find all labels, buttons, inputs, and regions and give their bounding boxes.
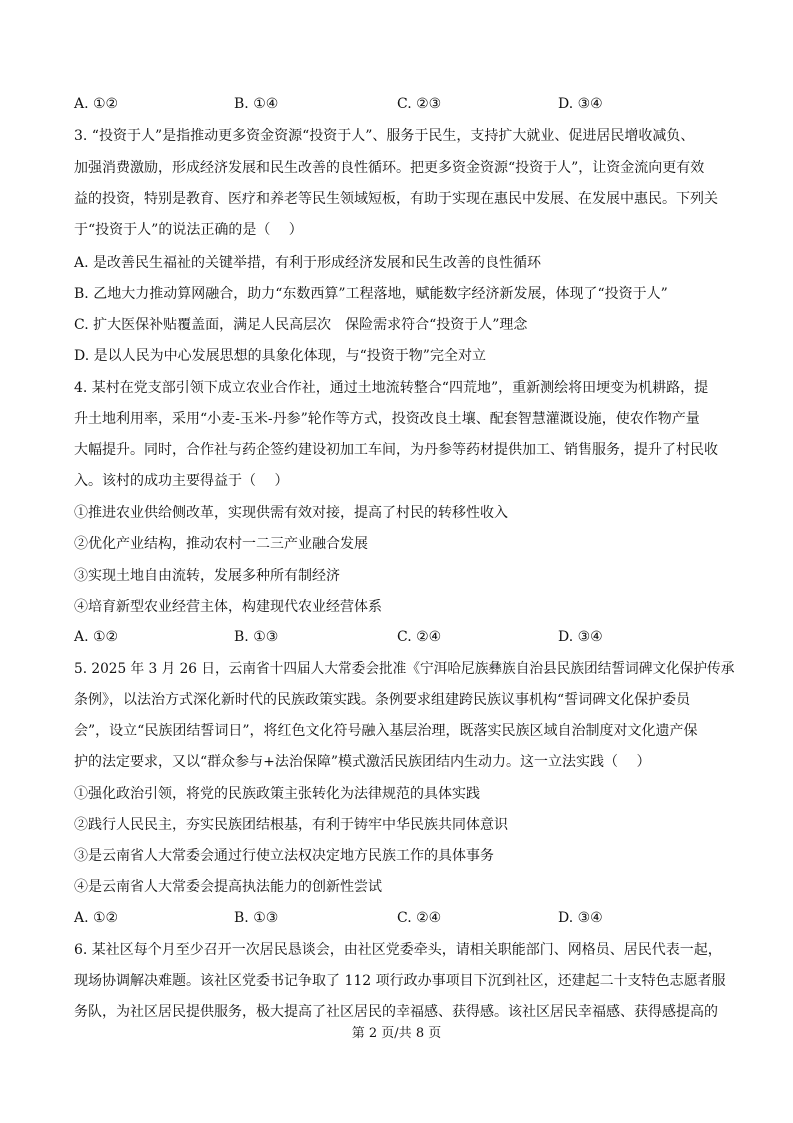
option-c: C. ②③ — [397, 96, 442, 112]
q5-item-3: ③是云南省人大常委会通过行使立法权决定地方民族工作的具体事务 — [74, 848, 494, 864]
q4-options — [74, 627, 734, 647]
q4-stem-line: 4. 某村在党支部引领下成立农业合作社，通过土地流转整合“四荒地”，重新测绘将田埂变为机耕路，提 — [74, 380, 709, 396]
q4-item-3: ③实现土地自由流转，发展多种所有制经济 — [74, 568, 340, 584]
option-b: B. ①④ — [234, 96, 279, 112]
option-c: C. ②④ — [397, 629, 442, 645]
q6-stem-line: 现场协调解决难题。该社区党委书记争取了 112 项行政办事项目下沉到社区，还建起二十支特色志愿者服 — [74, 973, 726, 989]
q5-stem-line: 条例》，以法治方式深化新时代的民族政策实践。条例要求组建跨民族议事机构“誓词碑文化保护委员 — [74, 692, 691, 708]
q3-stem-line: 3. “投资于人”是指推动更多资金资源“投资于人”、服务于民生，支持扩大就业、促进居民增收减负、 — [74, 128, 695, 144]
q3-stem-line: 于“投资于人”的说法正确的是（ ） — [74, 222, 303, 238]
q3-stem-line: 加强消费激励，形成经济发展和民生改善的良性循环。把更多资金资源“投资于人”，让资金流向更有效 — [74, 160, 705, 176]
q5-item-1: ①强化政治引领，将党的民族政策主张转化为法律规范的具体实践 — [74, 786, 480, 802]
q4-stem-line: 升土地利用率，采用“小麦-玉米-丹参”轮作等方式，投资改良土壤、配套智慧灌溉设施，使农作物产量 — [74, 411, 700, 427]
q5-stem-line: 5. 2025 年 3 月 26 日，云南省十四届人大常委会批准《宁洱哈尼族彝族自治县民族团结誓词碑文化保护传承 — [74, 661, 735, 677]
q5-item-4: ④是云南省人大常委会提高执法能力的创新性尝试 — [74, 879, 382, 895]
option-b: B. ①③ — [234, 629, 279, 645]
q4-stem-line: 入。该村的成功主要得益于（ ） — [74, 473, 289, 489]
q5-options — [74, 908, 734, 928]
q3-choice-a: A. 是改善民生福祉的关键举措，有利于形成经济发展和民生改善的良性循环 — [74, 255, 542, 271]
q3-choice-c: C. 扩大医保补贴覆盖面，满足人民高层次 保险需求符合“投资于人”理念 — [74, 317, 528, 333]
option-a: A. ①② — [74, 96, 119, 112]
q5-item-2: ②践行人民民主，夯实民族团结根基，有利于铸牢中华民族共同体意识 — [74, 817, 508, 833]
q3-choice-b: B. 乙地大力推动算网融合，助力“东数西算”工程落地，赋能数字经济新发展，体现了“投资于人” — [74, 286, 668, 302]
q4-item-4: ④培育新型农业经营主体，构建现代农业经营体系 — [74, 599, 382, 615]
option-d: D. ③④ — [558, 629, 603, 645]
option-d: D. ③④ — [558, 96, 603, 112]
option-b: B. ①③ — [234, 910, 279, 926]
q6-stem-line: 务队，为社区居民提供服务，极大提高了社区居民的幸福感、获得感。该社区居民幸福感、获得感提高的 — [74, 1004, 718, 1020]
q5-stem-line: 护的法定要求，又以“群众参与+法治保障”模式激活民族团结内生动力。这一立法实践（ ） — [74, 754, 651, 770]
q4-item-2: ②优化产业结构，推动农村一二三产业融合发展 — [74, 536, 368, 552]
q3-choice-d: D. 是以人民为中心发展思想的具象化体现，与“投资于物”完全对立 — [74, 348, 486, 364]
q3-stem-line: 益的投资，特别是教育、医疗和养老等民生领域短板，有助于实现在惠民中发展、在发展中惠民。下列关 — [74, 191, 718, 207]
q6-stem-line: 6. 某社区每个月至少召开一次居民恳谈会，由社区党委牵头，请相关职能部门、网格员、居民代表一起， — [74, 942, 722, 958]
option-d: D. ③④ — [558, 910, 603, 926]
option-c: C. ②④ — [397, 910, 442, 926]
option-a: A. ①② — [74, 910, 119, 926]
q5-stem-line: 会”，设立“民族团结誓词日”，将红色文化符号融入基层治理，既落实民族区域自治制度对文化遗产保 — [74, 723, 698, 739]
option-a: A. ①② — [74, 629, 119, 645]
q4-stem-line: 大幅提升。同时，合作社与药企签约建设初加工车间，为丹参等药材提供加工、销售服务，提升了村民收 — [74, 442, 718, 458]
page-number-footer: 第 2 页/共 8 页 — [351, 1026, 442, 1041]
q2-options — [74, 94, 734, 114]
q4-item-1: ①推进农业供给侧改革，实现供需有效对接，提高了村民的转移性收入 — [74, 505, 508, 521]
